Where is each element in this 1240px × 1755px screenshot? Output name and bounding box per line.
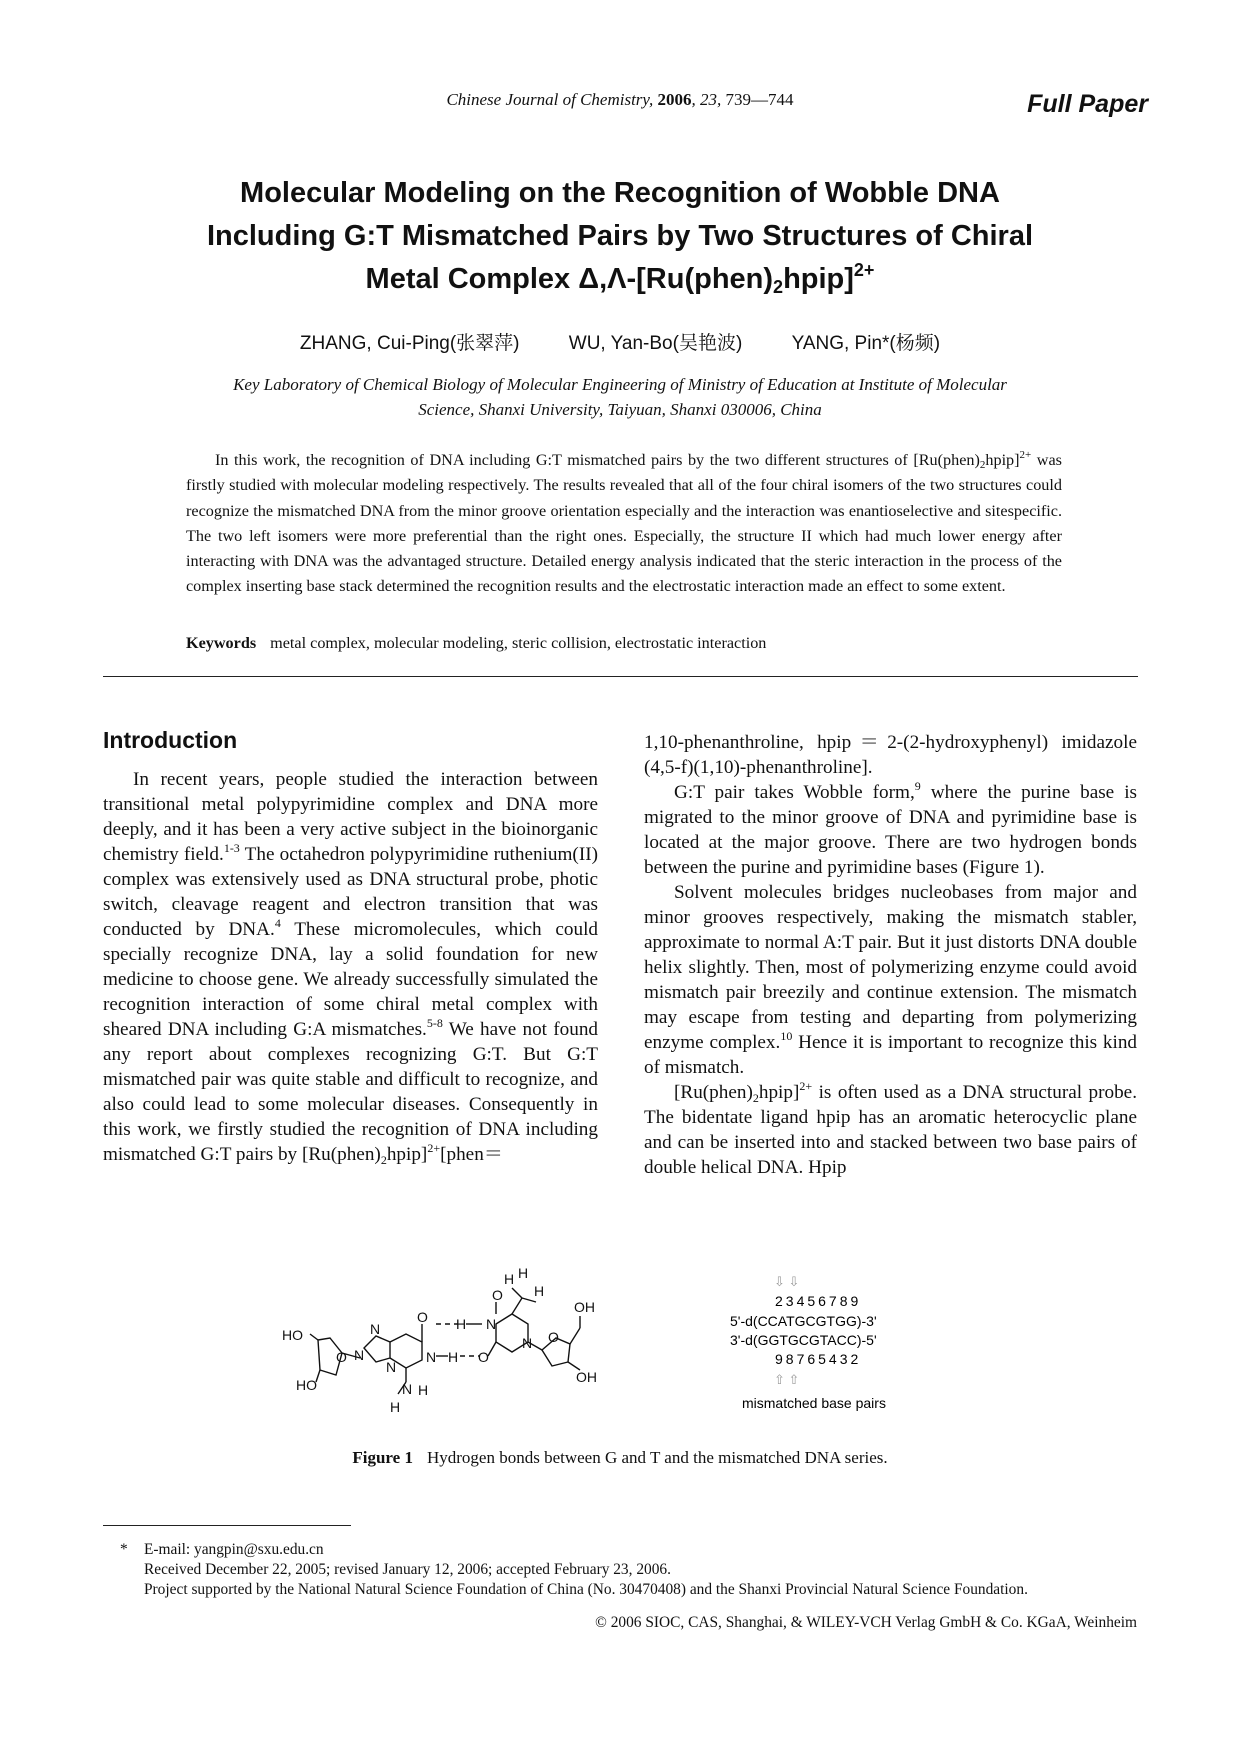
intro-p1-text-d: We have not found any report about complexes recognizing G:T. But G:T mismatched pair was quite stable and difficult to recognize, and also could lead to some molecular diseases. Consequently in this work, we firstly studied the recognition of DNA including mismatched G:T pairs by [Ru(phen)	[103, 1019, 599, 1165]
intro-paragraph-2	[644, 780, 1137, 880]
right-column	[644, 730, 1137, 1180]
intro-p4-superscript: 2+	[799, 1079, 813, 1093]
intro-p1-text-a: In recent years, people studied the interaction between transitional metal polypyrimidine complex and DNA more deeply, and it has been a very active subject in the bioinorganic chemistry field.	[103, 769, 598, 865]
citation-9: 9	[914, 779, 921, 793]
intro-p3-text-a: Solvent molecules bridges nucleobases from major and minor grooves respectively, making the mismatch stabler, approximate to normal A:T pair. But it just distorts DNA double helix slightly. Then, most of polymerizing enzyme could avoid mismatch pair breezily and continue extension. The mismatch may escape from testing and departing from polymerizing enzyme complex.	[644, 882, 1137, 1053]
label-oh-2: OH	[576, 1369, 597, 1385]
keywords	[186, 634, 766, 653]
affiliation	[180, 372, 1060, 422]
intro-p4-text-c: is often used as a DNA structural probe. The bidentate ligand hpip has an aromatic heterocyclic plane and can be inserted into and stacked between two base pairs of double helical DNA. Hpip	[644, 1082, 1137, 1178]
label-n-2: N	[354, 1347, 365, 1363]
intro-p1-superscript: 2+	[427, 1141, 441, 1155]
footnote-funding: Project supported by the National Natural Science Foundation of China (No. 30470408) and the Shanxi Provincial Natural Science Foundation.	[144, 1581, 1028, 1598]
label-n-6: N	[522, 1335, 533, 1351]
label-n-4: N	[426, 1349, 437, 1365]
label-o-ring-2: O	[548, 1329, 559, 1345]
abstract-subscript: 2	[979, 459, 986, 471]
abstract-superscript: 2+	[1019, 449, 1032, 461]
footnote-email	[120, 1540, 1028, 1560]
author-list	[0, 328, 1240, 355]
abstract-part-1: In this work, the recognition of DNA including G:T mismatched pairs by the two different structures of [Ru(phen)	[215, 451, 980, 469]
footnote-divider	[103, 1525, 351, 1526]
intro-p4-subscript: 2	[752, 1091, 759, 1105]
intro-p1-subscript: 2	[380, 1153, 387, 1167]
footnote-received: Received December 22, 2005; revised January 12, 2006; accepted February 23, 2006.	[144, 1561, 671, 1578]
journal-year: 2006	[657, 90, 692, 109]
citation-5-8: 5-8	[426, 1016, 443, 1030]
label-ho-2: HO	[296, 1377, 317, 1393]
intro-p3-text-b: Hence it is important to recognize this kind of mismatch.	[644, 1032, 1138, 1078]
bond	[512, 1298, 522, 1314]
label-h-nh2: H	[418, 1382, 429, 1398]
bond	[488, 1342, 496, 1356]
section-divider	[103, 676, 1138, 677]
citation-10: 10	[780, 1029, 793, 1043]
intro-p1-text-c: These micromolecules, which could specially recognize DNA, lay a solid foundation for new medicine to choose gene. We already successfully simulated the recognition interaction of some chiral metal complex with sheared DNA including G:A mismatches.	[103, 919, 598, 1040]
label-o-carbonyl-g: O	[417, 1309, 428, 1325]
affiliation-line-2: Science, Shanxi University, Taiyuan, Shanxi 030006, China	[418, 400, 822, 419]
author-1: ZHANG, Cui-Ping(张翠萍)	[299, 333, 520, 354]
intro-p1-text-f: [phen＝	[440, 1144, 503, 1165]
label-h-methyl-1: H	[504, 1271, 515, 1287]
figure-1-graphic	[282, 1258, 950, 1438]
journal-volume: 23,	[700, 90, 722, 109]
title-line-2: Including G:T Mismatched Pairs by Two Structures of Chiral	[206, 220, 1034, 252]
abstract-part-2: hpip]	[985, 451, 1020, 469]
mismatch-label: mismatched base pairs	[742, 1395, 886, 1411]
label-o-carbonyl-t2: O	[478, 1349, 489, 1365]
figure-1	[282, 1258, 950, 1438]
abstract	[186, 448, 1062, 600]
gt-pair-structure	[310, 1288, 580, 1394]
citation-1-3: 1-3	[223, 841, 240, 855]
label-ho-1: HO	[282, 1327, 303, 1343]
atom-labels	[282, 1265, 597, 1415]
article-type: Full Paper	[1027, 90, 1148, 118]
intro-paragraph-continued: 1,10-phenanthroline, hpip＝2-(2-hydroxyphenyl) imidazole (4,5-f)(1,10)-phenanthroline].	[644, 732, 1137, 778]
intro-p2-text-b: where the purine base is migrated to the minor groove of DNA and pyrimidine base is located at the major groove. There are two hydrogen bonds between the purine and pyrimidine bases (Figure 1).	[644, 782, 1137, 878]
title-superscript: 2+	[853, 260, 875, 280]
strand-bottom: 3'-d(GGTGCGTACC)-5'	[730, 1332, 877, 1348]
journal-pages: 739—744	[725, 90, 794, 109]
label-oh-1: OH	[574, 1299, 595, 1315]
bond	[512, 1288, 522, 1298]
label-n-1: N	[370, 1321, 381, 1337]
label-h-nh2-b: H	[390, 1399, 401, 1415]
author-3: YANG, Pin*(杨频)	[791, 333, 941, 354]
introduction-heading: Introduction	[103, 727, 238, 753]
intro-paragraph-1	[103, 767, 598, 1167]
keywords-text: metal complex, molecular modeling, steric collision, electrostatic interaction	[270, 634, 767, 652]
copyright: © 2006 SIOC, CAS, Shanghai, & WILEY-VCH Verlag GmbH & Co. KGaA, Weinheim	[595, 1614, 1137, 1631]
figure-1-label: Figure 1	[352, 1448, 413, 1467]
intro-paragraph-3	[644, 880, 1137, 1080]
figure-1-caption	[0, 1448, 1240, 1468]
title-line-1: Molecular Modeling on the Recognition of Wobble DNA	[240, 177, 1000, 209]
up-arrow-icon: ⇧ ⇧	[774, 1372, 800, 1387]
footnotes	[120, 1540, 1028, 1600]
strand-top: 5'-d(CCATGCGTGG)-3'	[730, 1313, 877, 1329]
intro-paragraph-4	[644, 1080, 1137, 1180]
figure-1-caption-text: Hydrogen bonds between G and T and the mismatched DNA series.	[426, 1448, 888, 1467]
down-arrow-icon: ⇩ ⇩	[774, 1274, 800, 1289]
intro-p1-text-e: hpip]	[386, 1144, 428, 1165]
paper-title	[150, 172, 1090, 301]
intro-p4-text-b: hpip]	[758, 1082, 800, 1103]
title-line-3	[150, 258, 1090, 301]
series-numbers-top: 23456789	[775, 1293, 862, 1309]
citation-4: 4	[274, 916, 281, 930]
label-h-methyl-2: H	[518, 1265, 529, 1281]
label-n-7: N	[402, 1381, 413, 1397]
affiliation-line-1: Key Laboratory of Chemical Biology of Molecular Engineering of Ministry of Education at Institute of Molecular	[233, 375, 1007, 394]
label-h-link-1: H	[456, 1316, 467, 1332]
journal-name: Chinese Journal of Chemistry,	[446, 90, 654, 109]
dna-series	[730, 1274, 886, 1411]
label-o-carbonyl-t1: O	[492, 1287, 503, 1303]
label-o-ring-1: O	[336, 1349, 347, 1365]
bond	[570, 1328, 580, 1344]
email-text: E-mail: yangpin@sxu.edu.cn	[144, 1541, 324, 1558]
intro-p4-text-a: [Ru(phen)	[674, 1082, 753, 1103]
label-n-5: N	[486, 1316, 497, 1332]
label-n-3: N	[386, 1359, 397, 1375]
intro-p1-text-b: The octahedron polypyrimidine ruthenium(II) complex was extensively used as DNA structural probe, photic switch, cleavage reagent and electron transition that was conducted by DNA.	[103, 844, 598, 940]
series-numbers-bottom: 98765432	[775, 1351, 862, 1367]
title-line-3-prefix: Metal Complex Δ,Λ-[Ru(phen)	[365, 263, 774, 295]
title-line-3-mid: hpip]	[783, 263, 854, 295]
author-2: WU, Yan-Bo(吴艳波)	[568, 333, 743, 354]
label-h-link-2: H	[448, 1349, 459, 1365]
journal-citation: Chinese Journal of Chemistry, 2006, 23, 739—744	[446, 90, 794, 109]
footnote-star: *	[120, 1541, 128, 1558]
keywords-label: Keywords	[186, 634, 257, 652]
intro-p2-text-a: G:T pair takes Wobble form,	[674, 782, 915, 803]
bond	[310, 1334, 318, 1340]
left-column	[103, 767, 598, 1167]
label-h-methyl-3: H	[534, 1283, 545, 1299]
abstract-part-3: was firstly studied with molecular modeling respectively. The results revealed that all of the four chiral isomers of the two structures could recognize the mismatched DNA from the minor groove orientation especially and the interaction was enantioselective and sitespecific. The two left isomers were more preferential than the right ones. Especially, the structure II which had much lower energy after interacting with DNA was the advantaged structure. Detailed energy analysis indicated that the steric interaction in the process of the complex inserting base stack determined the recognition results and the electrostatic interaction made an effect to some extent.	[186, 451, 1062, 596]
title-subscript: 2	[773, 277, 784, 297]
